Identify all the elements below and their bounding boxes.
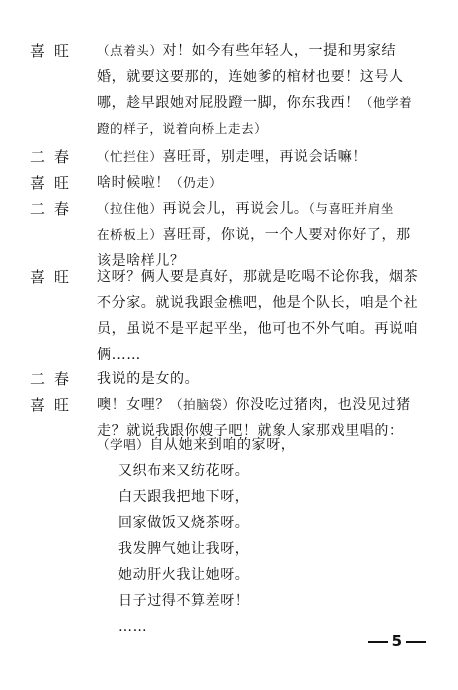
song-line: 自从她来到咱的家呀， xyxy=(149,437,296,453)
dialogue-text xyxy=(97,196,435,274)
dialogue-line xyxy=(97,90,435,116)
song-first-line xyxy=(97,432,437,458)
stage-direction: （拍脑袋） xyxy=(170,397,236,412)
spoken-text: 喜旺哥，你说，一个人要对你好了，那 xyxy=(162,227,411,243)
song-line: 又织布来又纺花呀。 xyxy=(118,463,250,479)
spoken-text: 再说会儿，再说会儿。 xyxy=(162,201,309,217)
dialogue-line xyxy=(97,342,435,368)
speaker-name: 喜旺 xyxy=(30,42,79,60)
dialogue-line xyxy=(97,170,435,196)
speaker-name: 喜旺 xyxy=(30,174,79,192)
spoken-text: 你没吃过猪肉，也没见过猪 xyxy=(235,397,411,413)
spoken-text: 哪，趁早跟她对屁股蹬一脚，你东我西！ xyxy=(97,95,360,111)
song-line: 日子过得不算差呀！ xyxy=(118,593,250,609)
spoken-text: 这呀？俩人要是真好，那就是吃喝不论你我，烟茶 xyxy=(97,269,419,285)
song-line: …… xyxy=(118,619,148,635)
dialogue-line xyxy=(97,64,435,90)
speaker-name: 二春 xyxy=(30,370,79,388)
song-line: 我发脾气她让我呀， xyxy=(118,541,250,557)
stage-direction: （与喜旺并肩坐 xyxy=(308,201,394,216)
spoken-text: 俩…… xyxy=(97,347,141,363)
dialogue-line xyxy=(97,116,435,142)
speaker-name: 二春 xyxy=(30,148,79,166)
dialogue-line xyxy=(97,316,435,342)
stage-direction: （仍走） xyxy=(170,175,223,190)
song-line: 白天跟我把地下呀， xyxy=(118,489,250,505)
speaker-name: 喜旺 xyxy=(30,396,79,414)
stage-direction: （点着头） xyxy=(97,43,163,58)
spoken-text: 我说的是女的。 xyxy=(97,371,200,387)
dialogue-text xyxy=(97,264,435,368)
song-cue: （学唱） xyxy=(97,437,150,452)
dialogue-line xyxy=(97,290,435,316)
dialogue-text xyxy=(97,38,435,142)
dash-right xyxy=(406,641,426,643)
dialogue-line xyxy=(97,264,435,290)
speaker-name: 二春 xyxy=(30,200,79,218)
spoken-text: 走？就说我跟你嫂子吧！就象人家那戏里唱的： xyxy=(97,423,404,439)
dialogue-line xyxy=(97,366,435,392)
dash-left xyxy=(368,641,388,643)
page-number xyxy=(364,632,430,650)
song-lyrics xyxy=(97,432,437,640)
dialogue-line xyxy=(97,38,435,64)
stage-direction: （他学着 xyxy=(359,95,413,110)
dialogue-text xyxy=(97,144,435,170)
dialogue-line xyxy=(97,196,435,222)
spoken-text: 不分家。就说我跟金樵吧，他是个队长，咱是个社 xyxy=(97,295,419,311)
spoken-text: 啥时候啦！ xyxy=(97,175,170,191)
dialogue-text xyxy=(97,366,435,392)
stage-direction: 在桥板上） xyxy=(97,227,163,242)
song-line: 回家做饭又烧茶呀。 xyxy=(118,515,250,531)
page-number-value: 5 xyxy=(391,632,402,650)
spoken-text: 噢！女哩？ xyxy=(97,397,170,413)
spoken-text: 员，虽说不是平起平坐，他可也不外气咱。再说咱 xyxy=(97,321,419,337)
speaker-name: 喜旺 xyxy=(30,268,79,286)
spoken-text: 该是啥样儿？ xyxy=(97,253,185,269)
stage-direction: 蹬的样子，说着向桥上走去） xyxy=(97,121,268,136)
stage-direction: （拉住他） xyxy=(97,201,163,216)
song-line: 她动肝火我让她呀。 xyxy=(118,567,250,583)
dialogue-line xyxy=(97,392,435,418)
spoken-text: 对！如今有些年轻人，一提和男家结 xyxy=(162,43,397,59)
spoken-text: 喜旺哥，别走哩，再说会话嘛！ xyxy=(162,149,367,165)
stage-direction: （忙拦住） xyxy=(97,149,163,164)
spoken-text: 婚，就要这要那的，连她爹的棺材也要！这号人 xyxy=(97,69,404,85)
dialogue-line xyxy=(97,222,435,248)
dialogue-text xyxy=(97,170,435,196)
dialogue-line xyxy=(97,144,435,170)
